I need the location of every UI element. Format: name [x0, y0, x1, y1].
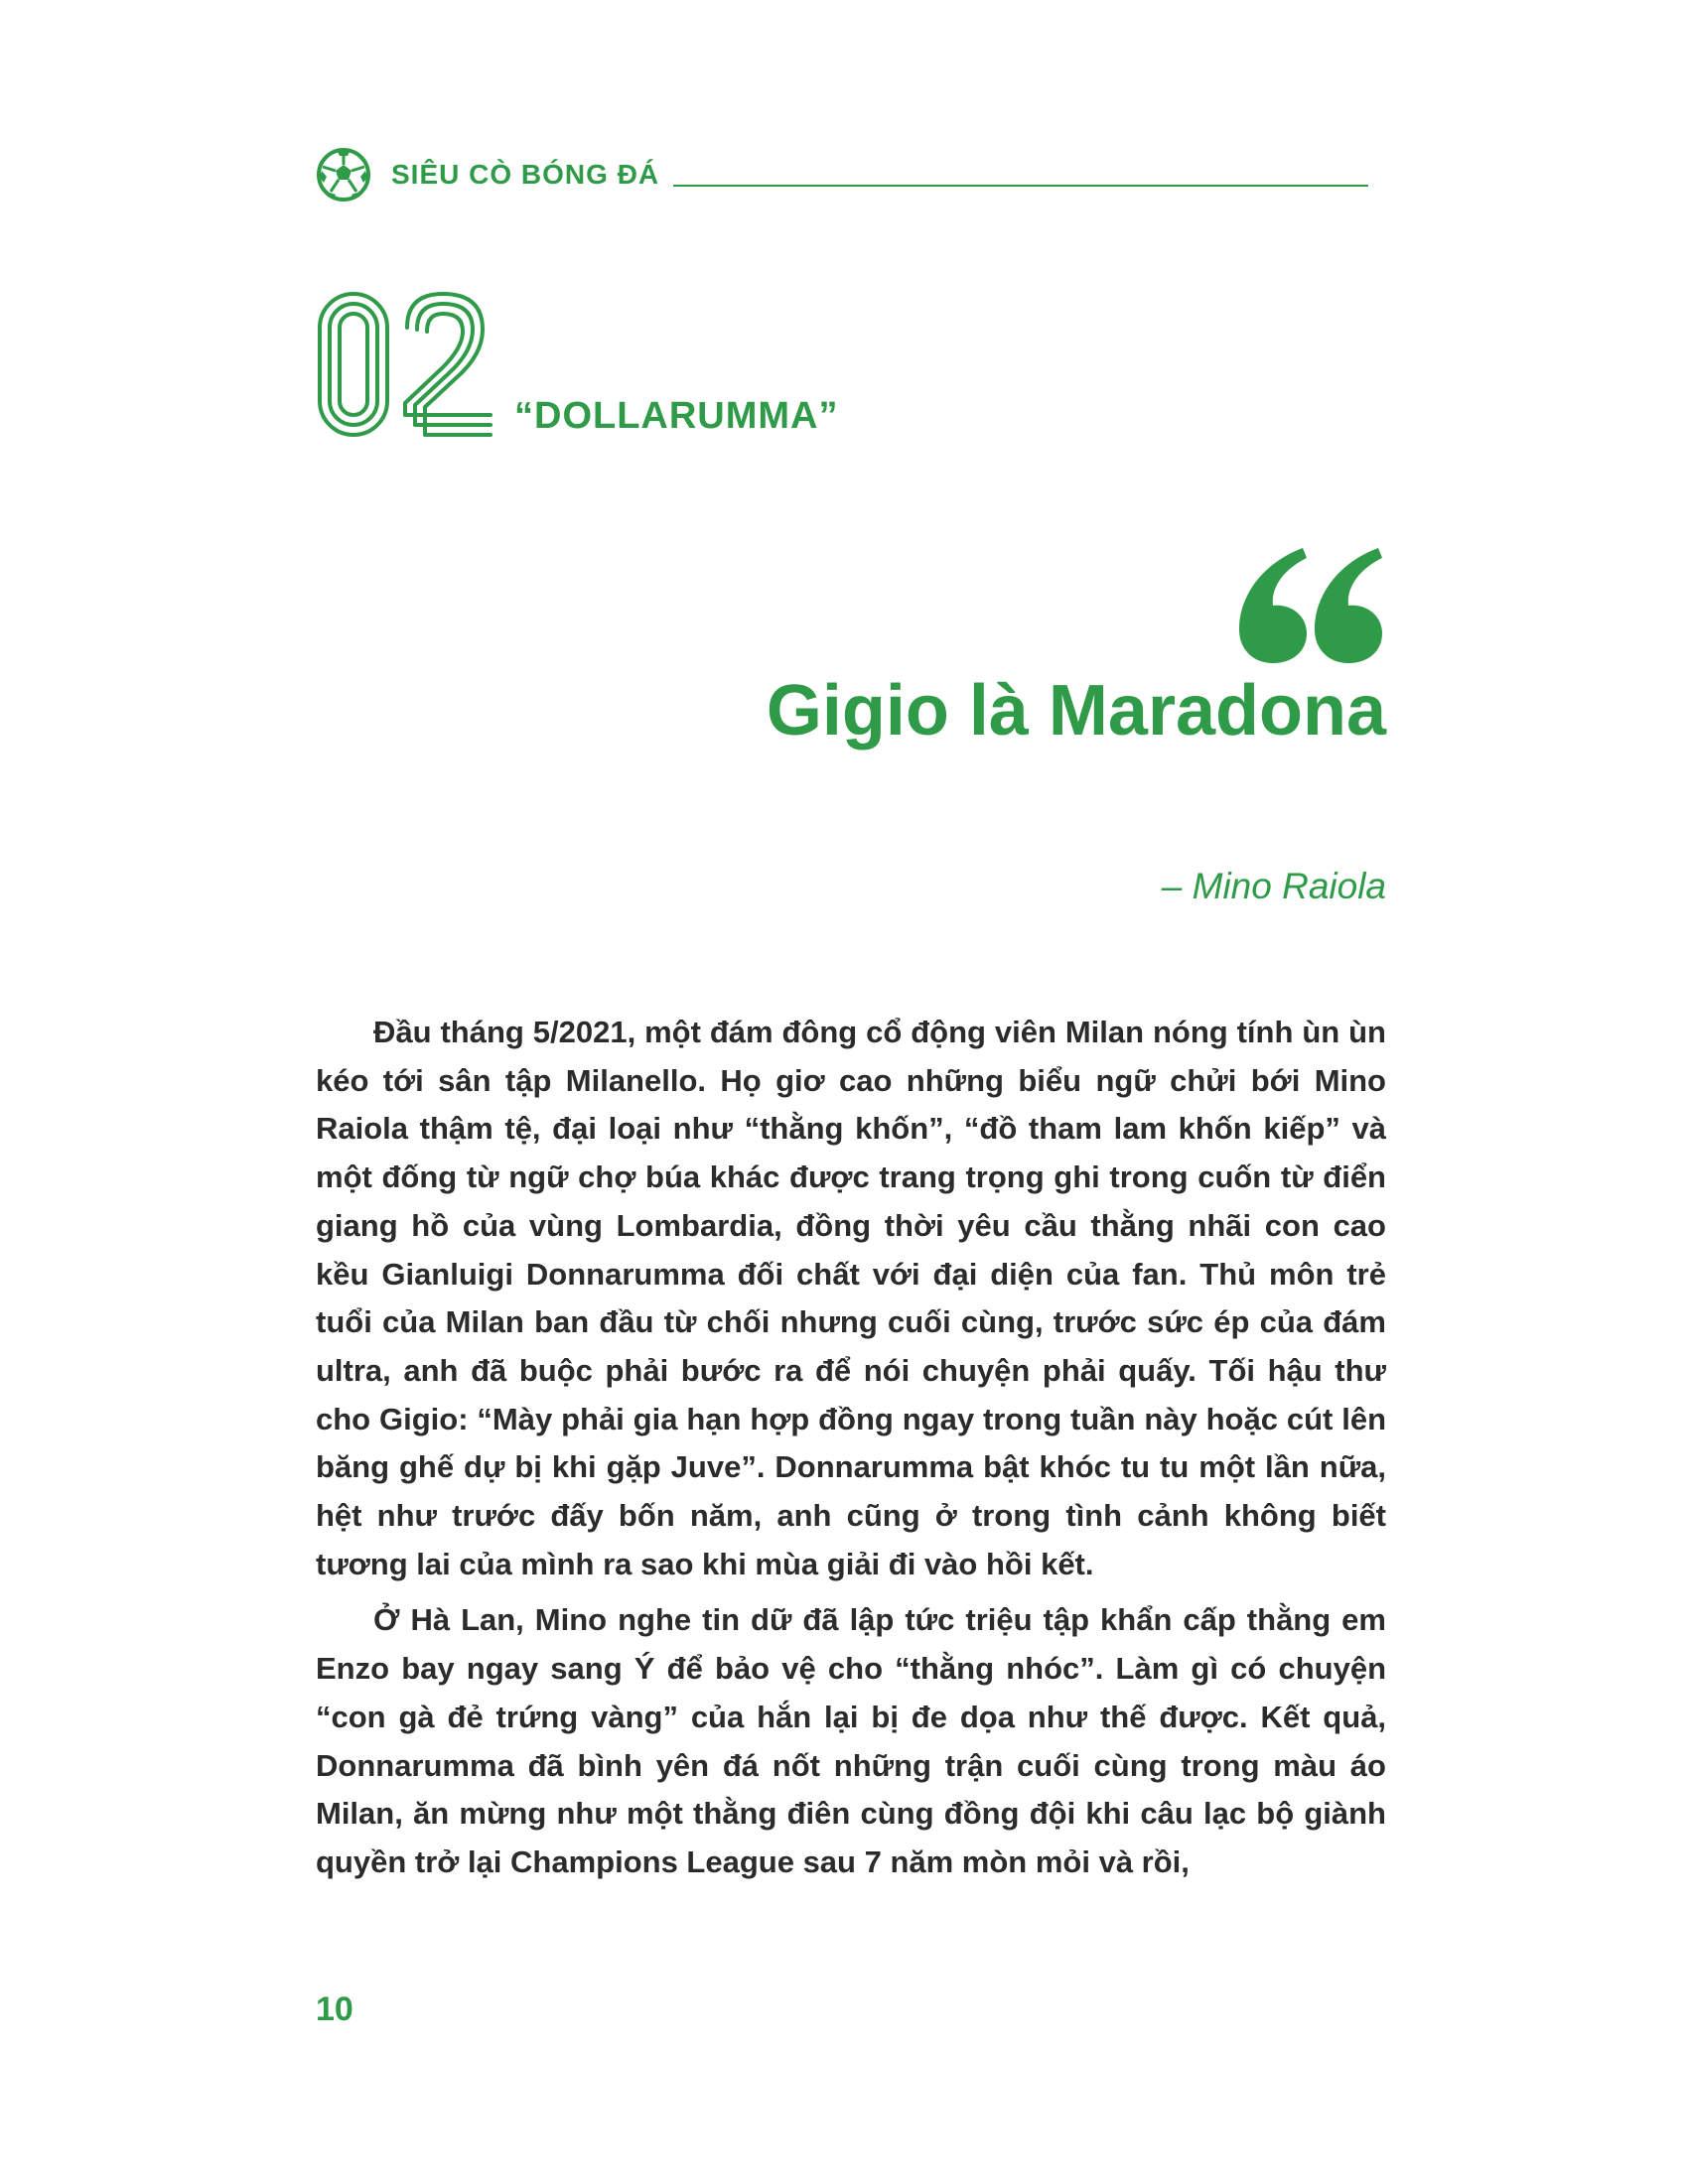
page-number: 10 — [316, 1990, 353, 2028]
soccer-ball-icon — [316, 147, 371, 203]
chapter-number — [316, 290, 494, 439]
header-rule — [673, 185, 1368, 187]
epigraph-quote: Gigio là Maradona — [766, 671, 1386, 751]
body-text — [316, 1009, 1386, 1895]
running-header — [316, 147, 1368, 203]
paragraph: Đầu tháng 5/2021, một đám đông cổ động viên Milan nóng tính ùn ùn kéo tới sân tập Milanello. Họ giơ cao những biểu ngữ chửi bới Mino Raiola thậm tệ, đại loại như “thằng khốn”, “đồ tham lam khốn kiếp” và một đống từ ngữ chợ búa khác được trang trọng ghi trong cuốn từ điển giang hồ của vùng Lombardia, đồng thời yêu cầu thằng nhãi con cao kều Gianluigi Donnarumma đối chất với đại diện của fan. Thủ môn trẻ tuổi của Milan ban đầu từ chối nhưng cuối cùng, trước sức ép của đám ultra, anh đã buộc phải bước ra để nói chuyện phải quấy. Tối hậu thư cho Gigio: “Mày phải gia hạn hợp đồng ngay trong tuần này hoặc cút lên băng ghế dự bị khi gặp Juve”. Donnarumma bật khóc tu tu một lần nữa, hệt như trước đấy bốn năm, anh cũng ở trong tình cảnh không biết tương lai của mình ra sao khi mùa giải đi vào hồi kết. — [316, 1015, 1386, 1581]
chapter-title: “DOLLARUMMA” — [514, 395, 839, 437]
epigraph-author: – Mino Raiola — [1161, 866, 1386, 906]
quotation-mark-icon — [1237, 544, 1386, 663]
series-title: SIÊU CÒ BÓNG ĐÁ — [391, 159, 660, 190]
paragraph: Ở Hà Lan, Mino nghe tin dữ đã lập tức triệu tập khẩn cấp thằng em Enzo bay ngay sang Ý để bảo vệ cho “thằng nhóc”. Làm gì có chuyện “con gà đẻ trứng vàng” của hắn lại bị đe dọa như thế được. Kết quả, Donnarumma đã bình yên đá nốt những trận cuối cùng trong màu áo Milan, ăn mừng như một thằng điên cùng đồng đội khi câu lạc bộ giành quyền trở lại Champions League sau 7 năm mòn mỏi và rồi, — [316, 1602, 1386, 1879]
